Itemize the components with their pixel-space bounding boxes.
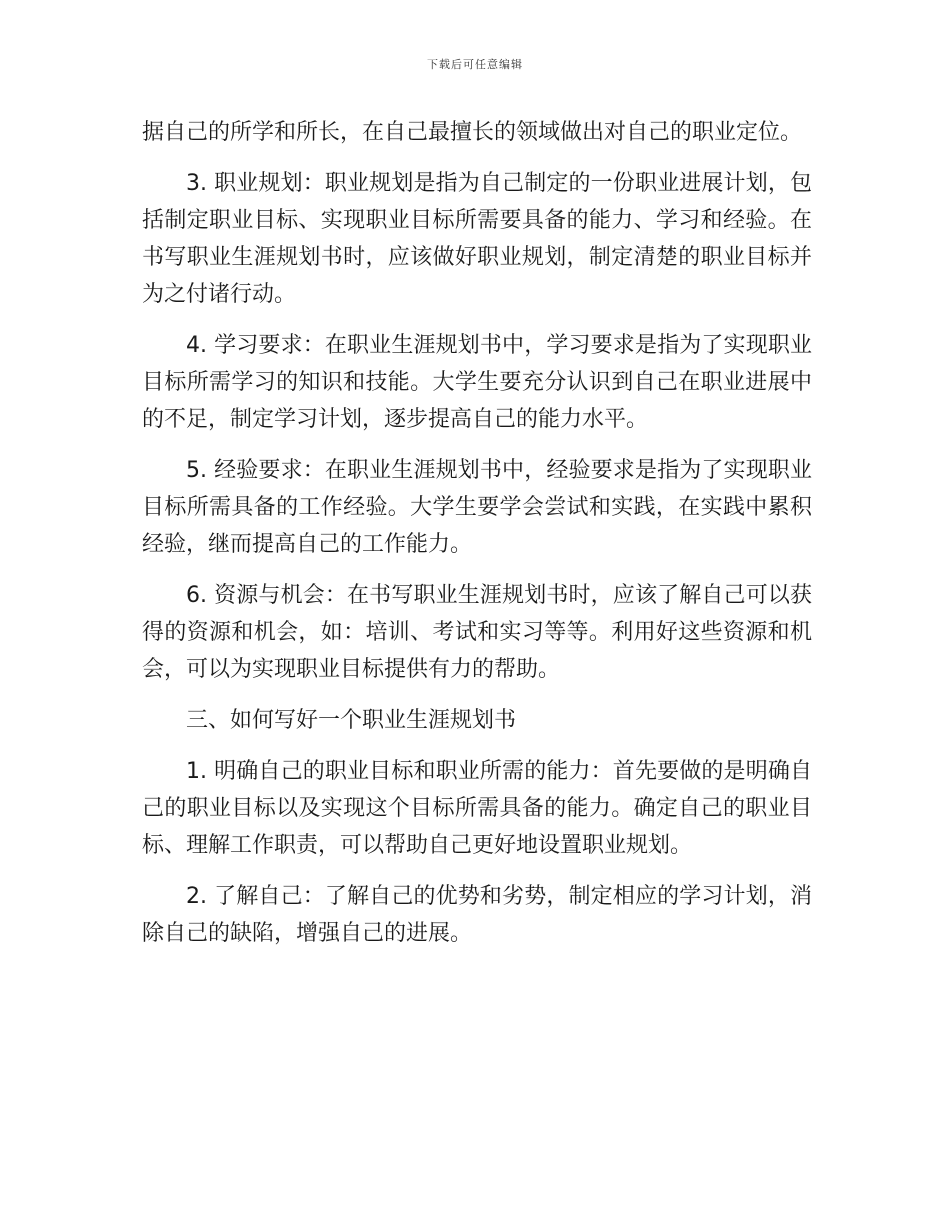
paragraph-learning-requirements: 4. 学习要求：在职业生涯规划书中，学习要求是指为了实现职业目标所需学习的知识和技能。大学生要充分认识到自己在职业进展中的不足，制定学习计划，逐步提高自己的能力水平。 bbox=[142, 333, 812, 432]
paragraph-continuation: 据自己的所学和所长，在自己最擅长的领域做出对自己的职业定位。 bbox=[142, 120, 803, 145]
section-heading-how-to-write: 三、如何写好一个职业生涯规划书 bbox=[186, 708, 517, 733]
paragraph-career-planning: 3. 职业规划：职业规划是指为自己制定的一份职业进展计划，包括制定职业目标、实现职业目标所需要具备的能力、学习和经验。在书写职业生涯规划书时，应该做好职业规划，制定清楚的职业目标并为之付诸行动。 bbox=[142, 171, 812, 307]
paragraph-define-goals: 1. 明确自己的职业目标和职业所需的能力：首先要做的是明确自己的职业目标以及实现这个目标所需具备的能力。确定自己的职业目标、理解工作职责，可以帮助自己更好地设置职业规划。 bbox=[142, 759, 812, 858]
paragraph-experience-requirements: 5. 经验要求：在职业生涯规划书中，经验要求是指为了实现职业目标所需具备的工作经验。大学生要学会尝试和实践，在实践中累积经验，继而提高自己的工作能力。 bbox=[142, 458, 812, 557]
paragraph-know-yourself: 2. 了解自己：了解自己的优势和劣势，制定相应的学习计划，消除自己的缺陷，增强自己的进展。 bbox=[142, 884, 812, 946]
page-header: 下载后可任意编辑 bbox=[427, 58, 523, 71]
paragraph-resources-opportunities: 6. 资源与机会：在书写职业生涯规划书时，应该了解自己可以获得的资源和机会，如：培训、考试和实习等等。利用好这些资源和机会，可以为实现职业目标提供有力的帮助。 bbox=[142, 583, 812, 682]
document-body bbox=[142, 114, 812, 966]
